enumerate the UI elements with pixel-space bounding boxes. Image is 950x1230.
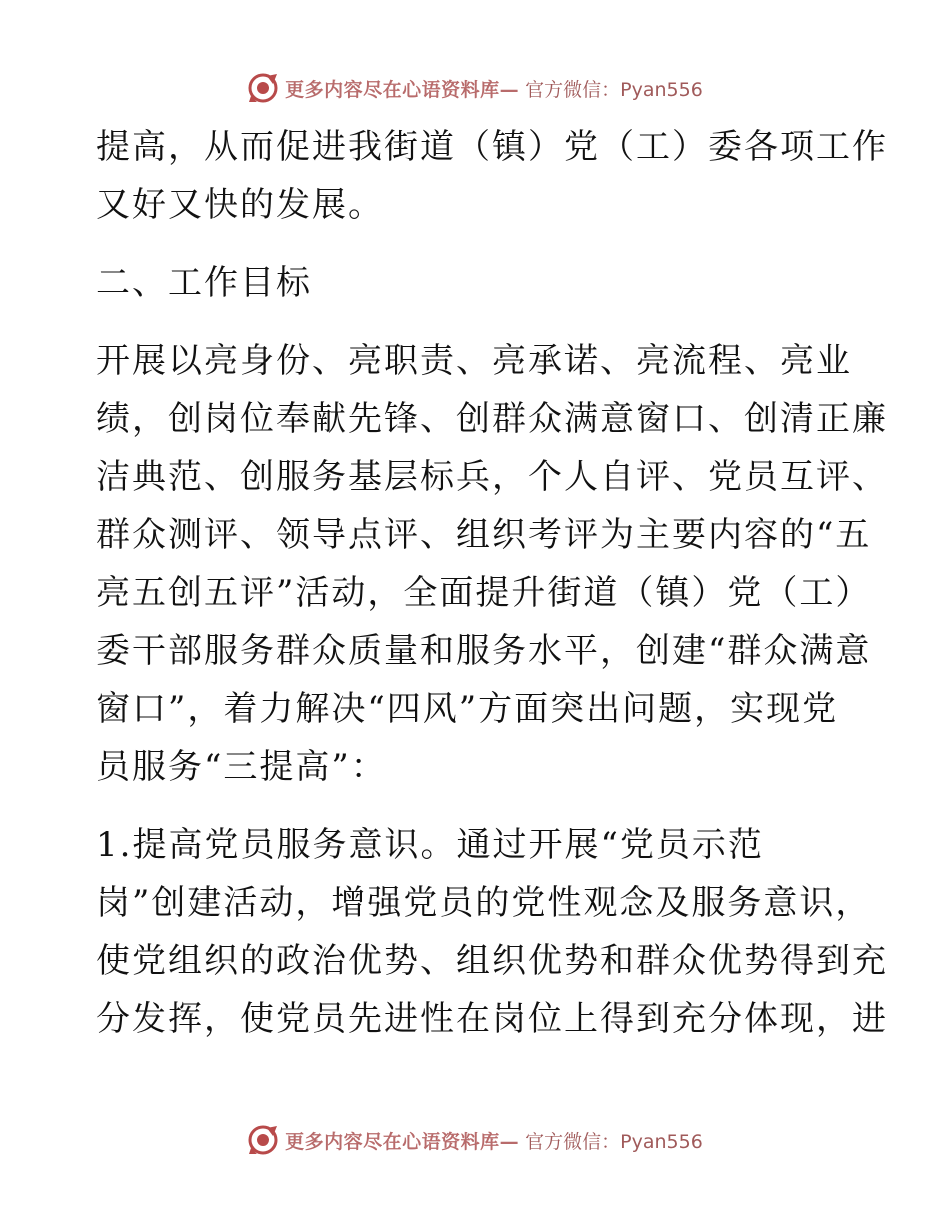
watermark-text: 更多内容尽在心语资料库— xyxy=(285,78,520,101)
watermark-wechat: 官方微信：Pyan556 xyxy=(525,78,703,101)
text-line: 使党组织的政治优势、组织优势和群众优势得到充 xyxy=(96,941,888,981)
text-line: 洁典范、创服务基层标兵，个人自评、党员互评、 xyxy=(96,457,888,497)
watermark-text: 更多内容尽在心语资料库— xyxy=(285,1130,520,1153)
brand-logo-icon xyxy=(247,1124,279,1156)
paragraph-goals xyxy=(96,332,888,796)
text-line: 亮五创五评”活动，全面提升街道（镇）党（工） xyxy=(96,573,872,613)
watermark-wechat: 官方微信：Pyan556 xyxy=(525,1130,703,1153)
text-line: 分发挥，使党员先进性在岗位上得到充分体现，进 xyxy=(96,999,888,1039)
text-line: 又好又快的发展。 xyxy=(96,185,384,225)
text-line: 群众测评、领导点评、组织考评为主要内容的“五 xyxy=(96,515,872,555)
text-line: 绩，创岗位奉献先锋、创群众满意窗口、创清正廉 xyxy=(96,399,888,439)
heading-text: 二、工作目标 xyxy=(96,263,312,303)
text-line: 提高，从而促进我街道（镇）党（工）委各项工作 xyxy=(96,127,888,167)
text-line: 委干部服务群众质量和服务水平，创建“群众满意 xyxy=(96,631,872,671)
section-heading xyxy=(96,254,856,312)
header-watermark xyxy=(0,72,950,104)
document-body xyxy=(96,118,888,1048)
brand-logo-icon xyxy=(247,72,279,104)
text-line: 岗”创建活动，增强党员的党性观念及服务意识， xyxy=(96,883,872,923)
footer-watermark xyxy=(0,1124,950,1156)
text-line: 窗口”，着力解决“四风”方面突出问题，实现党 xyxy=(96,689,839,729)
paragraph-item-1 xyxy=(96,816,888,1048)
text-line: 开展以亮身份、亮职责、亮承诺、亮流程、亮业 xyxy=(96,341,852,381)
paragraph-continuation xyxy=(96,118,888,234)
text-line: 员服务“三提高”： xyxy=(96,747,387,787)
text-line: 1.提高党员服务意识。通过开展“党员示范 xyxy=(96,825,764,865)
